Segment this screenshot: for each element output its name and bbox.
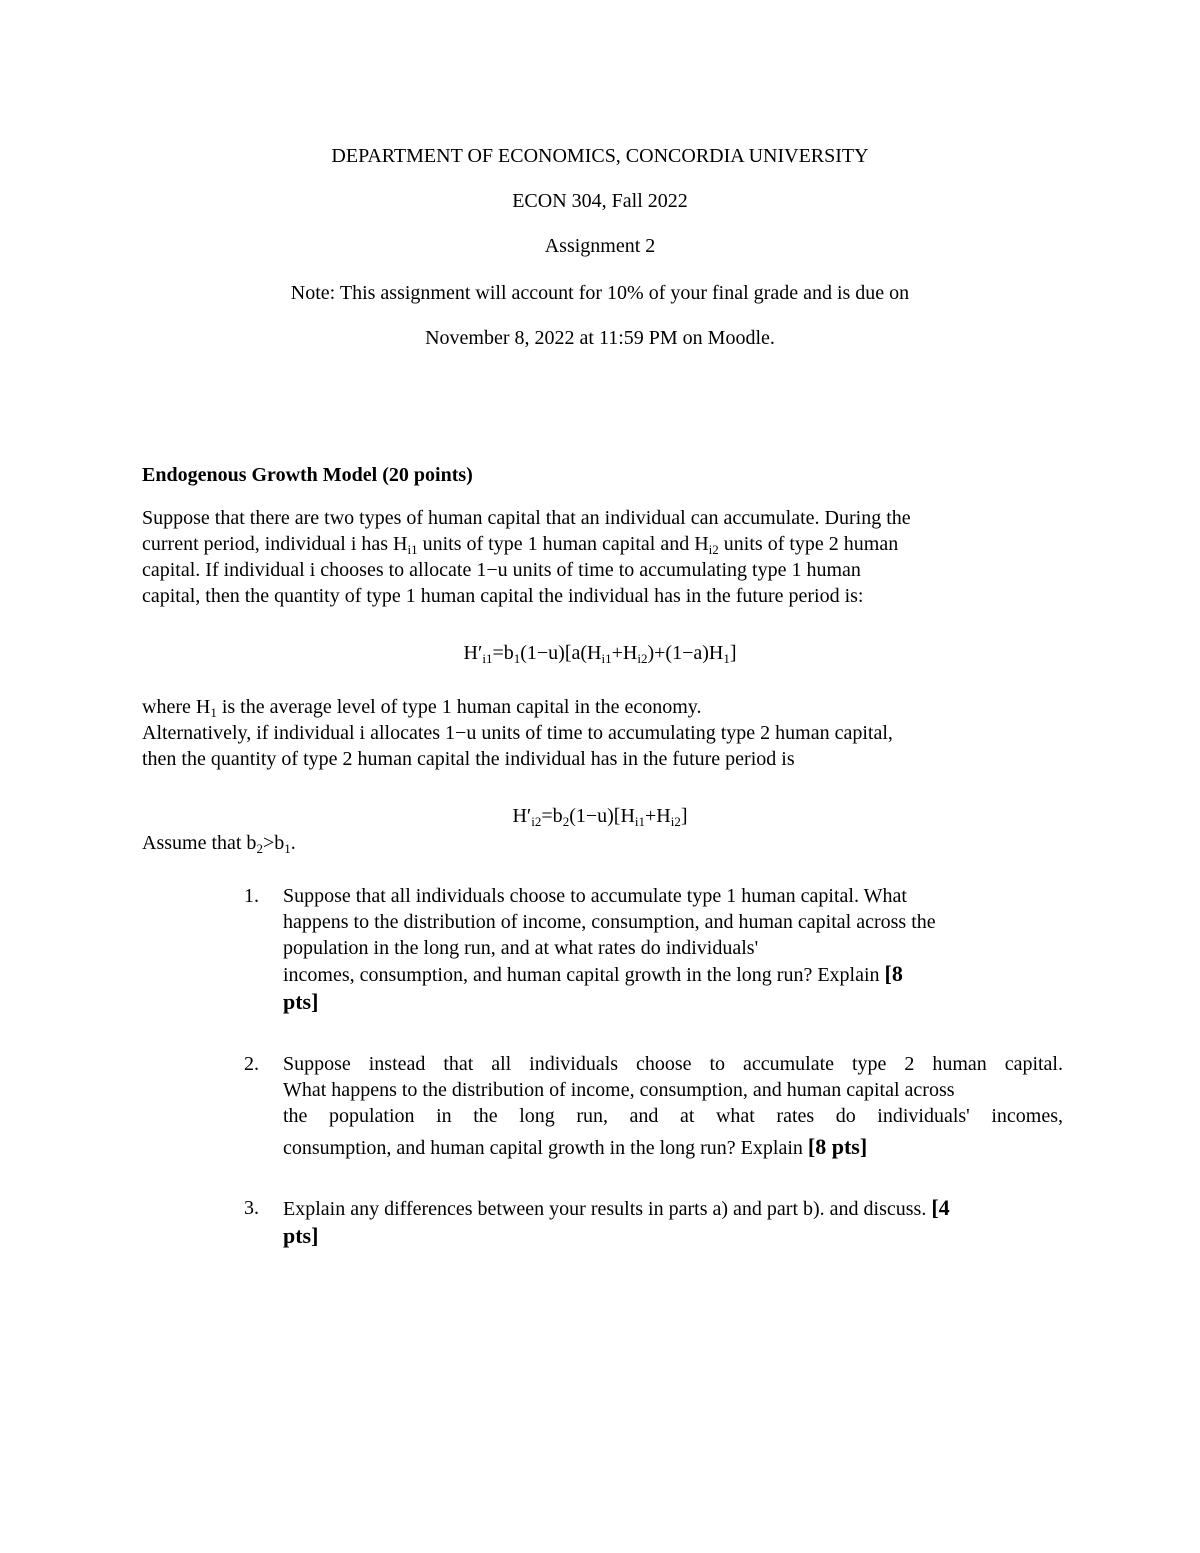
question-2-line-3: the population in the long run, and at what rates do individuals' incomes, xyxy=(283,1105,1063,1127)
points-label: [8 pts] xyxy=(807,1134,868,1159)
question-1-line-2: happens to the distribution of income, consumption, and human capital across the xyxy=(283,911,936,933)
question-2-line-4: consumption, and human capital growth in the long run? Explain [8 pts] xyxy=(283,1134,868,1159)
after-eq-line-3: then the quantity of type 2 human capital the individual has in the future period is xyxy=(142,748,795,770)
equation-type1: $H'_{i1}=b_1(1-u)[a(H_{i1}+H_{i2})+(1-a)H_1]$ xyxy=(463,642,737,666)
question-number: 3. xyxy=(244,1197,259,1219)
intro-line-4: capital, then the quantity of type 1 human capital the individual has in the future period is: xyxy=(142,585,864,607)
question-2-line-1: Suppose instead that all individuals choose to accumulate type 2 human capital. xyxy=(283,1053,1063,1075)
equation-type2: $H'_{i2}=b_2(1-u)[H_{i1}+H_{i2}]$ xyxy=(512,805,688,829)
after-eq-line-1: where $H_1$ is the average level of type 1 human capital in the economy. xyxy=(142,696,702,720)
intro-line-3: capital. If individual i chooses to allocate 1−u units of time to accumulating type 1 human xyxy=(142,559,861,581)
question-number: 1. xyxy=(244,885,259,907)
points-label: [8 xyxy=(884,961,903,986)
after-equation-paragraph xyxy=(142,694,893,772)
note-line-1: Note: This assignment will account for 10% of your final grade and is due on xyxy=(290,282,910,304)
assumption-line: Assume that $b_2>b_1$. xyxy=(142,832,296,856)
intro-line-1: Suppose that there are two types of human capital that an individual can accumulate. During the xyxy=(142,507,911,529)
intro-line-2: current period, individual i has $H_{i1}$ units of type 1 human capital and $H_{i2}$ units of type 2 human xyxy=(142,533,899,557)
assignment-heading: Assignment 2 xyxy=(544,235,656,257)
question-1-line-1: Suppose that all individuals choose to accumulate type 1 human capital. What xyxy=(283,885,907,907)
points-label: [4 xyxy=(931,1195,950,1220)
points-label-cont: pts] xyxy=(283,1223,319,1248)
question-number: 2. xyxy=(244,1053,259,1075)
course-heading: ECON 304, Fall 2022 xyxy=(512,190,688,212)
question-1-line-3: population in the long run, and at what rates do individuals' xyxy=(283,937,759,959)
note-line-2: November 8, 2022 at 11:59 PM on Moodle. xyxy=(425,327,775,349)
after-eq-line-2: Alternatively, if individual i allocates 1−u units of time to accumulating type 2 human capital, xyxy=(142,722,893,744)
section-title: Endogenous Growth Model (20 points) xyxy=(142,464,473,486)
department-heading: DEPARTMENT OF ECONOMICS, CONCORDIA UNIVERSITY xyxy=(331,145,869,167)
question-1-line-4: incomes, consumption, and human capital growth in the long run? Explain [8 xyxy=(283,961,903,986)
question-2-line-2: What happens to the distribution of income, consumption, and human capital across xyxy=(283,1079,955,1101)
points-label-cont: pts] xyxy=(283,989,319,1014)
intro-paragraph xyxy=(142,505,911,609)
question-3-line-1: Explain any differences between your results in parts a) and part b). and discuss. [4 xyxy=(283,1195,950,1220)
